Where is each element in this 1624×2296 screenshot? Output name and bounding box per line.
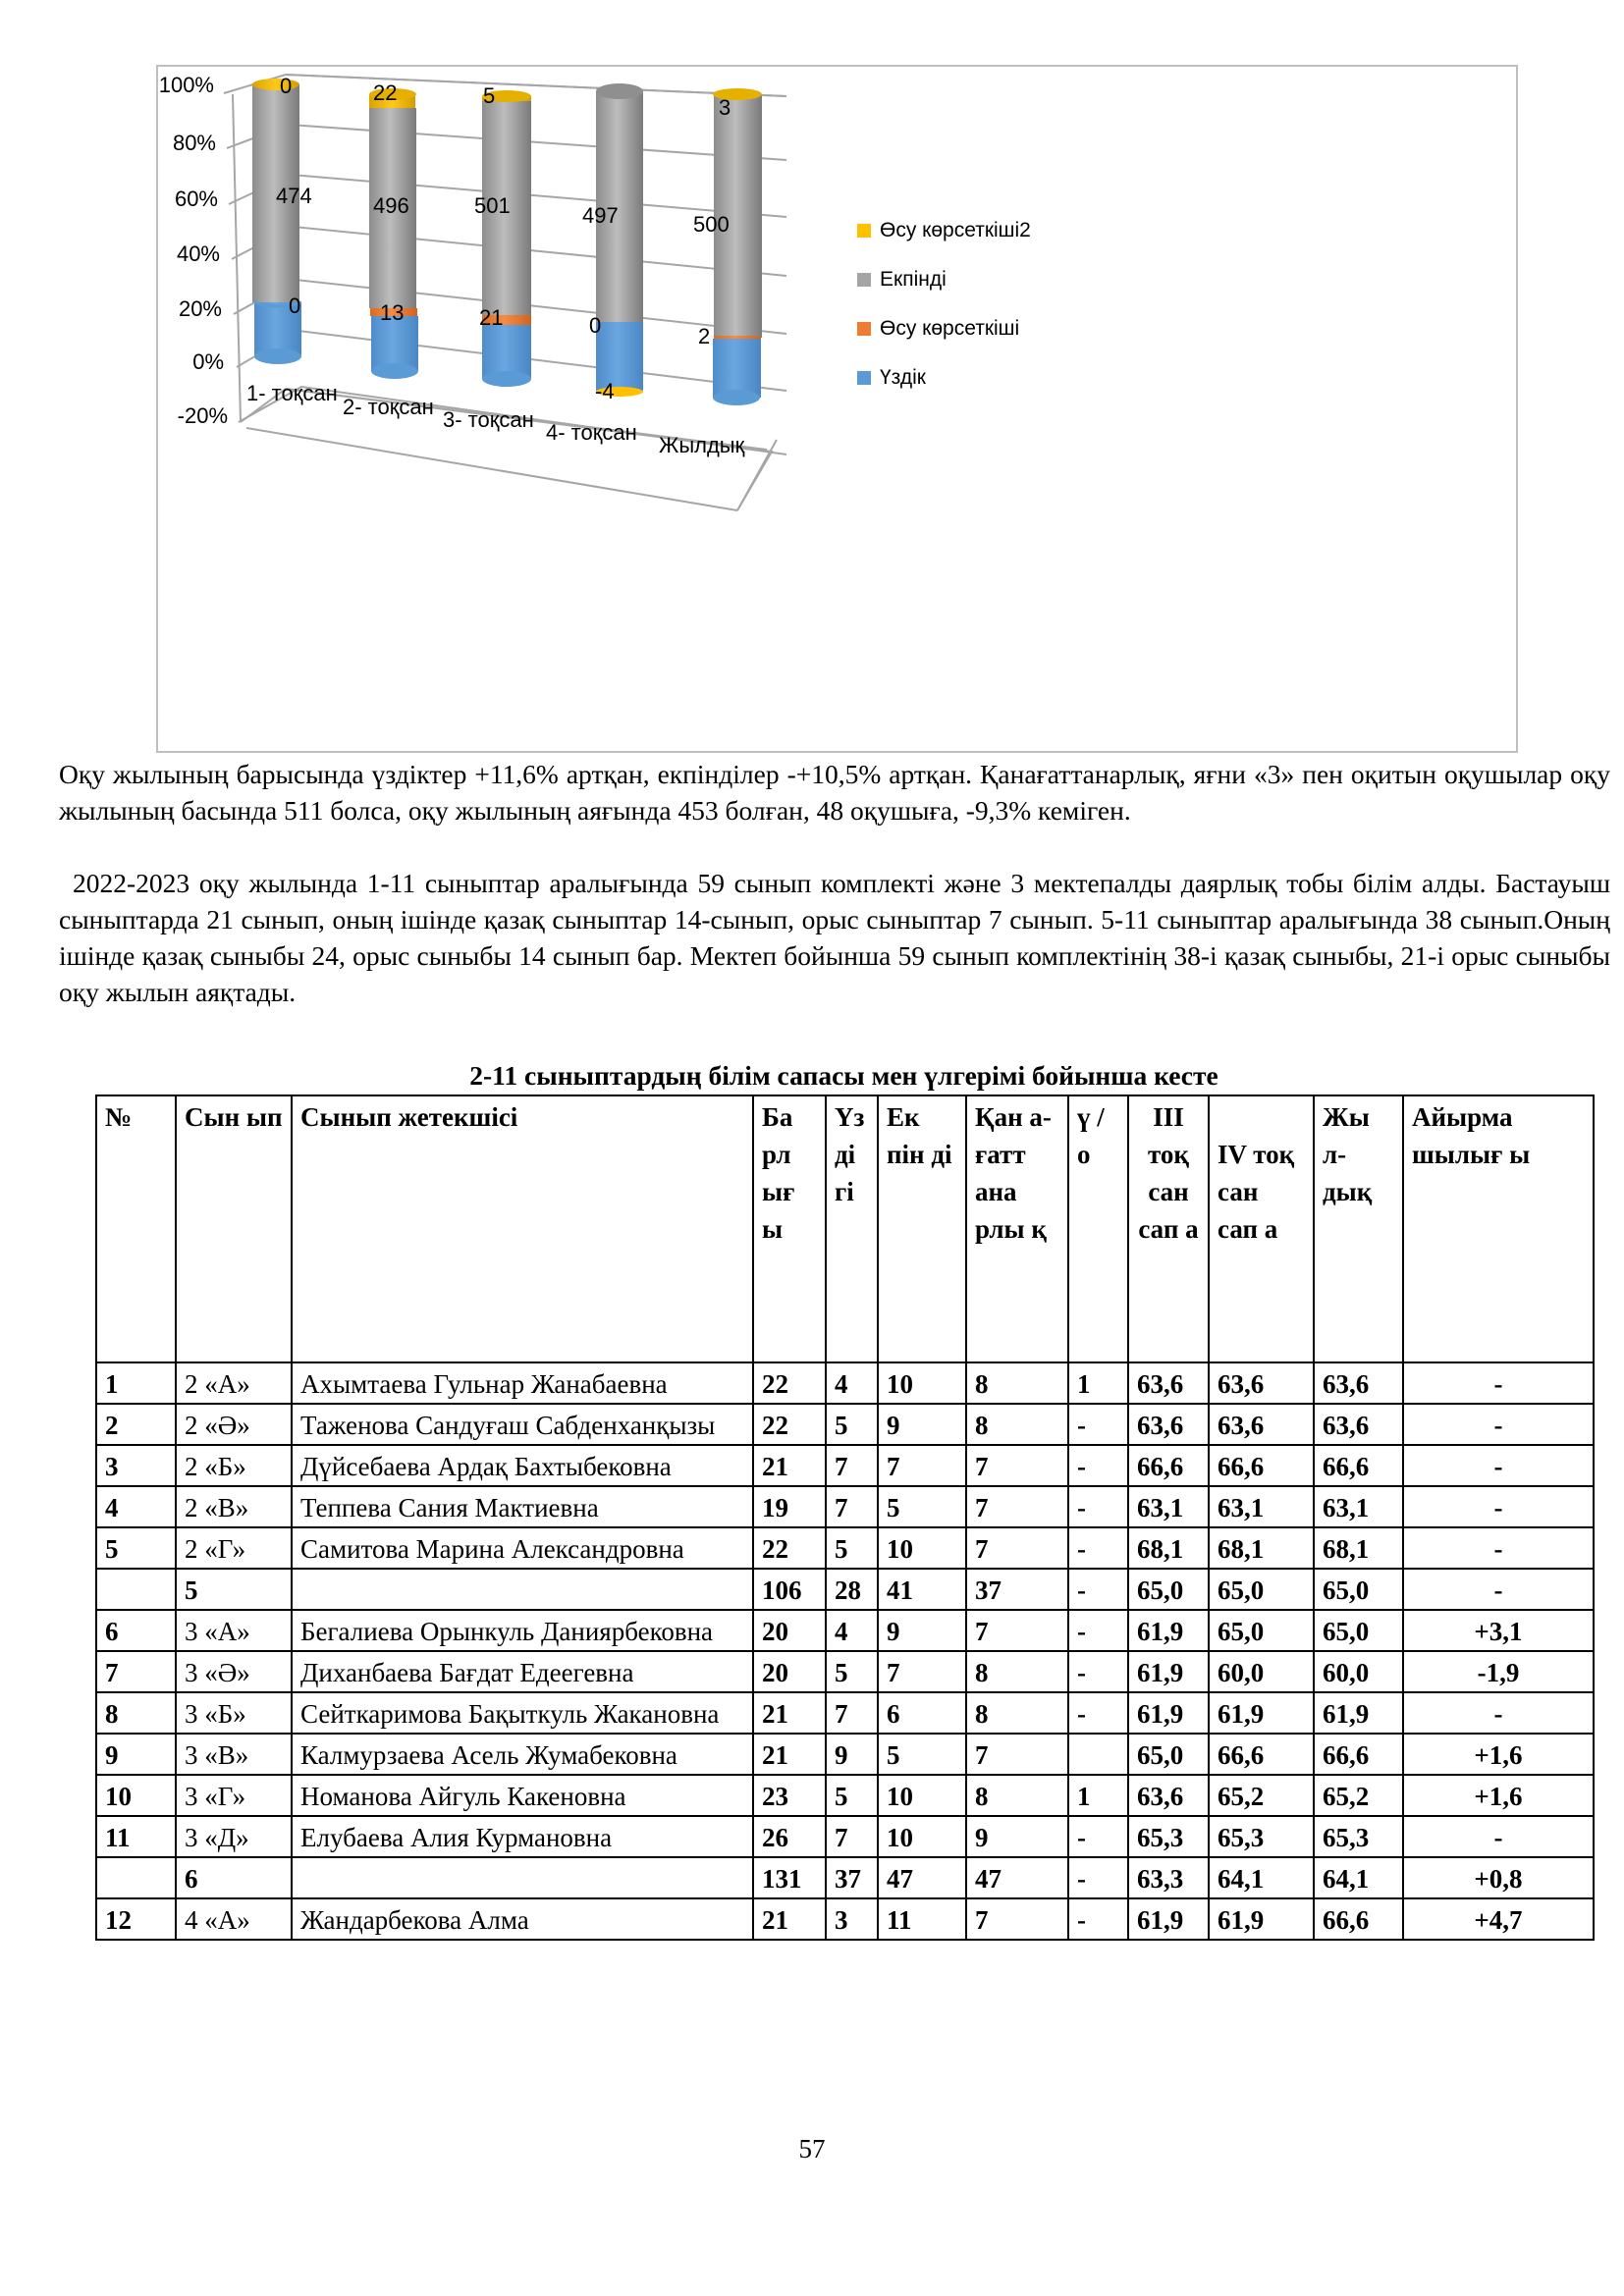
class-name: 3 «В» [176,1734,292,1775]
svg-text:497: 497 [582,203,619,228]
yearly-quality: 65,3 [1314,1816,1403,1857]
total-students: 22 [753,1527,826,1569]
total-students: 21 [753,1445,826,1486]
table-row [96,1486,1594,1527]
q3-quality: 65,0 [1128,1734,1209,1775]
class-name: 3 «А» [176,1610,292,1651]
svg-text:474: 474 [276,184,312,208]
good-count: 41 [878,1569,966,1610]
good-count: 5 [878,1486,966,1527]
yearly-quality: 60,0 [1314,1651,1403,1692]
uo-count: - [1068,1898,1128,1940]
uo-count: - [1068,1486,1128,1527]
row-number: 11 [96,1816,176,1857]
good-count: 7 [878,1651,966,1692]
bar-cylinder-3 [482,90,531,387]
good-count: 47 [878,1857,966,1898]
yearly-quality: 65,0 [1314,1569,1403,1610]
svg-text:0%: 0% [192,349,224,374]
difference: +4,7 [1403,1898,1594,1940]
table-row [96,1775,1594,1816]
q3-quality: 68,1 [1128,1527,1209,1569]
teacher-name: Теппева Сания Мактиевна [292,1486,753,1527]
total-students: 23 [753,1775,826,1816]
table-row [96,1816,1594,1857]
svg-text:0: 0 [589,313,602,338]
uo-count: - [1068,1610,1128,1651]
yearly-quality: 65,0 [1314,1610,1403,1651]
svg-text:-20%: -20% [177,403,228,428]
col-header-uo: ү / о [1068,1095,1128,1362]
good-count: 11 [878,1898,966,1940]
q4-quality: 66,6 [1209,1734,1314,1775]
satisfactory-count: 8 [966,1362,1068,1404]
chart-container [156,65,1518,753]
satisfactory-count: 47 [966,1857,1068,1898]
uo-count: 1 [1068,1362,1128,1404]
excellent-count: 5 [826,1527,878,1569]
teacher-name [292,1857,753,1898]
excellent-count: 9 [826,1734,878,1775]
q3-quality: 61,9 [1128,1898,1209,1940]
table-subtotal-row [96,1857,1594,1898]
class-name: 3 «Д» [176,1816,292,1857]
uo-count: - [1068,1445,1128,1486]
svg-text:0: 0 [280,74,293,98]
yearly-quality: 65,2 [1314,1775,1403,1816]
satisfactory-count: 7 [966,1527,1068,1569]
row-number: 10 [96,1775,176,1816]
total-students: 131 [753,1857,826,1898]
q4-quality: 63,6 [1209,1362,1314,1404]
excellent-count: 5 [826,1651,878,1692]
table-row [96,1651,1594,1692]
teacher-name: Калмурзаева Асель Жумабековна [292,1734,753,1775]
class-name: 6 [176,1857,292,1898]
class-name: 3 «Ә» [176,1651,292,1692]
table-row [96,1404,1594,1445]
uo-count: 1 [1068,1775,1128,1816]
row-number: 2 [96,1404,176,1445]
teacher-name: Сейткаримова Бақыткуль Жакановна [292,1692,753,1734]
teacher-name [292,1569,753,1610]
satisfactory-count: 7 [966,1610,1068,1651]
q4-quality: 64,1 [1209,1857,1314,1898]
q3-quality: 63,3 [1128,1857,1209,1898]
q4-quality: 68,1 [1209,1527,1314,1569]
uo-count: - [1068,1651,1128,1692]
yearly-quality: 63,6 [1314,1362,1403,1404]
table-body [96,1362,1594,1940]
svg-text:-4: -4 [595,379,615,403]
svg-text:21: 21 [479,305,504,330]
grades-table [95,1095,1595,1941]
col-header-total: Ба рл ығ ы [753,1095,826,1362]
class-name: 2 «А» [176,1362,292,1404]
legend-label: Өсу көрсеткіші2 [880,219,1031,241]
satisfactory-count: 8 [966,1692,1068,1734]
satisfactory-count: 9 [966,1816,1068,1857]
class-name: 3 «Г» [176,1775,292,1816]
x-axis-labels [246,381,745,457]
excellent-count: 7 [826,1692,878,1734]
teacher-name: Бегалиева Орынкуль Данияpбековна [292,1610,753,1651]
svg-text:Жылдық: Жылдық [659,433,745,457]
table-title: 2-11 сыныптардың білім сапасы мен үлгерімі бойынша кесте [469,1060,1218,1091]
difference: +3,1 [1403,1610,1594,1651]
satisfactory-count: 8 [966,1775,1068,1816]
col-header-q3-quality: ІІІ тоқ сан сап а [1128,1095,1209,1362]
excellent-count: 37 [826,1857,878,1898]
svg-text:2: 2 [698,324,711,348]
chart-legend [857,206,1031,402]
q3-quality: 61,9 [1128,1651,1209,1692]
page-number: 57 [798,2134,826,2163]
q3-quality: 63,6 [1128,1775,1209,1816]
bar-cylinder-4 [596,83,643,397]
teacher-name: Дүйсебаева Ардақ Бахтыбековна [292,1445,753,1486]
row-number: 1 [96,1362,176,1404]
difference: - [1403,1569,1594,1610]
teacher-name: Самитова Марина Александровна [292,1527,753,1569]
uo-count: - [1068,1692,1128,1734]
teacher-name: Елубаева Алия Курмановна [292,1816,753,1857]
total-students: 20 [753,1651,826,1692]
svg-text:496: 496 [373,193,409,218]
q4-quality: 61,9 [1209,1898,1314,1940]
table-row [96,1445,1594,1486]
paragraph-text: 2022-2023 оқу жылында 1-11 сыныптар аралығында 59 сынып комплекті және 3 мектепалды даярлық тобы білім алды. Бастауыш сыныптарда 21 сынып, оның ішінде қазақ сыныптар 14-сынып, орыс сыныптар 7 сынып. 5-11 сыныптар аралығында 38 сынып.Оның ішінде қазақ сыныбы 24, орыс сыныбы 14 сынып бар. Мектеп бойынша 59 сынып комплектінің 38-і қазақ сыныбы, 21-і орыс сыныбы оқу жылын аяқтады. [59,868,1610,1007]
row-number [96,1857,176,1898]
bar-cylinder-5 [713,88,762,405]
row-number: 5 [96,1527,176,1569]
good-count: 7 [878,1445,966,1486]
col-header-teacher: Сынып жетекшісі [292,1095,753,1362]
teacher-name: Жандарбекова Алма [292,1898,753,1940]
excellent-count: 3 [826,1898,878,1940]
q4-quality: 66,6 [1209,1445,1314,1486]
satisfactory-count: 7 [966,1486,1068,1527]
row-number: 3 [96,1445,176,1486]
yearly-quality: 63,6 [1314,1404,1403,1445]
excellent-count: 7 [826,1445,878,1486]
satisfactory-count: 7 [966,1898,1068,1940]
legend-item-ekpindi [857,255,1031,304]
difference: - [1403,1362,1594,1404]
y-axis-ticks [159,73,228,428]
uo-count [1068,1734,1128,1775]
svg-text:80%: 80% [172,131,216,155]
total-students: 20 [753,1610,826,1651]
satisfactory-count: 7 [966,1734,1068,1775]
q4-quality: 65,3 [1209,1816,1314,1857]
satisfactory-count: 7 [966,1445,1068,1486]
row-number: 7 [96,1651,176,1692]
svg-text:501: 501 [474,193,511,218]
svg-text:4- тоқсан: 4- тоқсан [546,420,637,445]
col-header-class: Сын ып [176,1095,292,1362]
total-students: 21 [753,1692,826,1734]
paragraph-text: Оқу жылының барысында үздіктер +11,6% артқан, екпінділер -+10,5% артқан. Қанағаттанарлық, яғни «3» пен оқитын оқушылар оқу жылының басында 511 болса, оқу жылының аяғында 453 болған, 48 оқушыға, -9,3% кеміген. [59,759,1610,826]
good-count: 10 [878,1362,966,1404]
row-number: 4 [96,1486,176,1527]
uo-count: - [1068,1527,1128,1569]
excellent-count: 4 [826,1610,878,1651]
class-name: 2 «В» [176,1486,292,1527]
svg-text:13: 13 [380,300,405,325]
good-count: 10 [878,1775,966,1816]
good-count: 9 [878,1610,966,1651]
col-header-yearly: Жы л-дық [1314,1095,1403,1362]
row-number [96,1569,176,1610]
q3-quality: 63,6 [1128,1362,1209,1404]
difference: +0,8 [1403,1857,1594,1898]
paragraph-class-counts [59,865,1610,1010]
difference: - [1403,1404,1594,1445]
yearly-quality: 66,6 [1314,1734,1403,1775]
col-header-number: № [96,1095,176,1362]
excellent-count: 28 [826,1569,878,1610]
svg-text:1- тоқсан: 1- тоқсан [246,381,338,405]
class-name: 2 «Б» [176,1445,292,1486]
table-row [96,1692,1594,1734]
satisfactory-count: 8 [966,1404,1068,1445]
table-header-row [96,1095,1594,1362]
excellent-count: 4 [826,1362,878,1404]
q3-quality: 65,0 [1128,1569,1209,1610]
total-students: 19 [753,1486,826,1527]
legend-label: Үздік [880,366,926,389]
difference: -1,9 [1403,1651,1594,1692]
table-row [96,1527,1594,1569]
bar-cylinder-1 [252,79,301,364]
q3-quality: 63,1 [1128,1486,1209,1527]
total-students: 106 [753,1569,826,1610]
table-subtotal-row [96,1569,1594,1610]
difference: - [1403,1445,1594,1486]
total-students: 26 [753,1816,826,1857]
q3-quality: 61,9 [1128,1692,1209,1734]
uo-count: - [1068,1857,1128,1898]
q4-quality: 63,6 [1209,1404,1314,1445]
difference: - [1403,1486,1594,1527]
class-name: 4 «А» [176,1898,292,1940]
yearly-quality: 66,6 [1314,1445,1403,1486]
table-row [96,1362,1594,1404]
col-header-good: Ек пін ді [878,1095,966,1362]
difference: +1,6 [1403,1775,1594,1816]
legend-swatch-icon [857,224,871,238]
yearly-quality: 64,1 [1314,1857,1403,1898]
total-students: 22 [753,1362,826,1404]
legend-swatch-icon [857,322,871,336]
difference: +1,6 [1403,1734,1594,1775]
excellent-count: 7 [826,1486,878,1527]
legend-label: Екпінді [880,268,947,291]
table-row [96,1734,1594,1775]
svg-text:20%: 20% [178,296,222,321]
good-count: 9 [878,1404,966,1445]
uo-count: - [1068,1404,1128,1445]
svg-text:100%: 100% [158,73,214,97]
q4-quality: 60,0 [1209,1651,1314,1692]
uo-count: - [1068,1569,1128,1610]
total-students: 21 [753,1898,826,1940]
excellent-count: 7 [826,1816,878,1857]
q3-quality: 63,6 [1128,1404,1209,1445]
legend-swatch-icon [857,371,871,385]
svg-text:60%: 60% [174,187,218,211]
legend-item-uzdik [857,353,1031,402]
yearly-quality: 61,9 [1314,1692,1403,1734]
yearly-quality: 63,1 [1314,1486,1403,1527]
q4-quality: 65,0 [1209,1610,1314,1651]
row-number: 6 [96,1610,176,1651]
table-row [96,1610,1594,1651]
svg-text:500: 500 [693,212,730,237]
yearly-quality: 66,6 [1314,1898,1403,1940]
stacked-cylinder-chart [158,67,1520,755]
col-header-difference: Айырма шылығ ы [1403,1095,1594,1362]
svg-text:40%: 40% [176,241,220,266]
q4-quality: 61,9 [1209,1692,1314,1734]
legend-label: Өсу көрсеткіші [880,317,1020,340]
satisfactory-count: 37 [966,1569,1068,1610]
row-number: 9 [96,1734,176,1775]
good-count: 5 [878,1734,966,1775]
good-count: 10 [878,1816,966,1857]
svg-text:2- тоқсан: 2- тоқсан [343,395,434,419]
teacher-name: Таженова Сандуғаш Сабденханқызы [292,1404,753,1445]
uo-count: - [1068,1816,1128,1857]
class-name: 2 «Г» [176,1527,292,1569]
col-header-satisfactory: Қан а-ғатт ана рлы қ [966,1095,1068,1362]
svg-text:3: 3 [719,95,731,120]
row-number: 12 [96,1898,176,1940]
bar-cylinder-2 [369,88,418,379]
q4-quality: 65,0 [1209,1569,1314,1610]
difference: - [1403,1816,1594,1857]
svg-text:22: 22 [373,80,398,105]
yearly-quality: 68,1 [1314,1527,1403,1569]
excellent-count: 5 [826,1775,878,1816]
paragraph-summary [59,756,1610,828]
satisfactory-count: 8 [966,1651,1068,1692]
legend-item-osu2 [857,206,1031,255]
col-header-excellent: Үз ді гі [826,1095,878,1362]
legend-swatch-icon [857,273,871,287]
difference: - [1403,1692,1594,1734]
total-students: 22 [753,1404,826,1445]
svg-text:5: 5 [483,83,496,108]
q3-quality: 66,6 [1128,1445,1209,1486]
class-name: 5 [176,1569,292,1610]
teacher-name: Ахымтаева Гульнар Жанабаевна [292,1362,753,1404]
q3-quality: 61,9 [1128,1610,1209,1651]
col-header-q4-quality: ІV тоқ сан сап а [1209,1095,1314,1362]
q4-quality: 65,2 [1209,1775,1314,1816]
total-students: 21 [753,1734,826,1775]
q4-quality: 63,1 [1209,1486,1314,1527]
teacher-name: Диханбаева Бағдат Едеегевна [292,1651,753,1692]
good-count: 6 [878,1692,966,1734]
good-count: 10 [878,1527,966,1569]
difference: - [1403,1527,1594,1569]
legend-item-osu [857,304,1031,353]
svg-text:0: 0 [289,294,301,318]
svg-text:3- тоқсан: 3- тоқсан [443,407,534,432]
teacher-name: Номанова Айгуль Какеновна [292,1775,753,1816]
table-row [96,1898,1594,1940]
q3-quality: 65,3 [1128,1816,1209,1857]
class-name: 2 «Ә» [176,1404,292,1445]
row-number: 8 [96,1692,176,1734]
excellent-count: 5 [826,1404,878,1445]
class-name: 3 «Б» [176,1692,292,1734]
